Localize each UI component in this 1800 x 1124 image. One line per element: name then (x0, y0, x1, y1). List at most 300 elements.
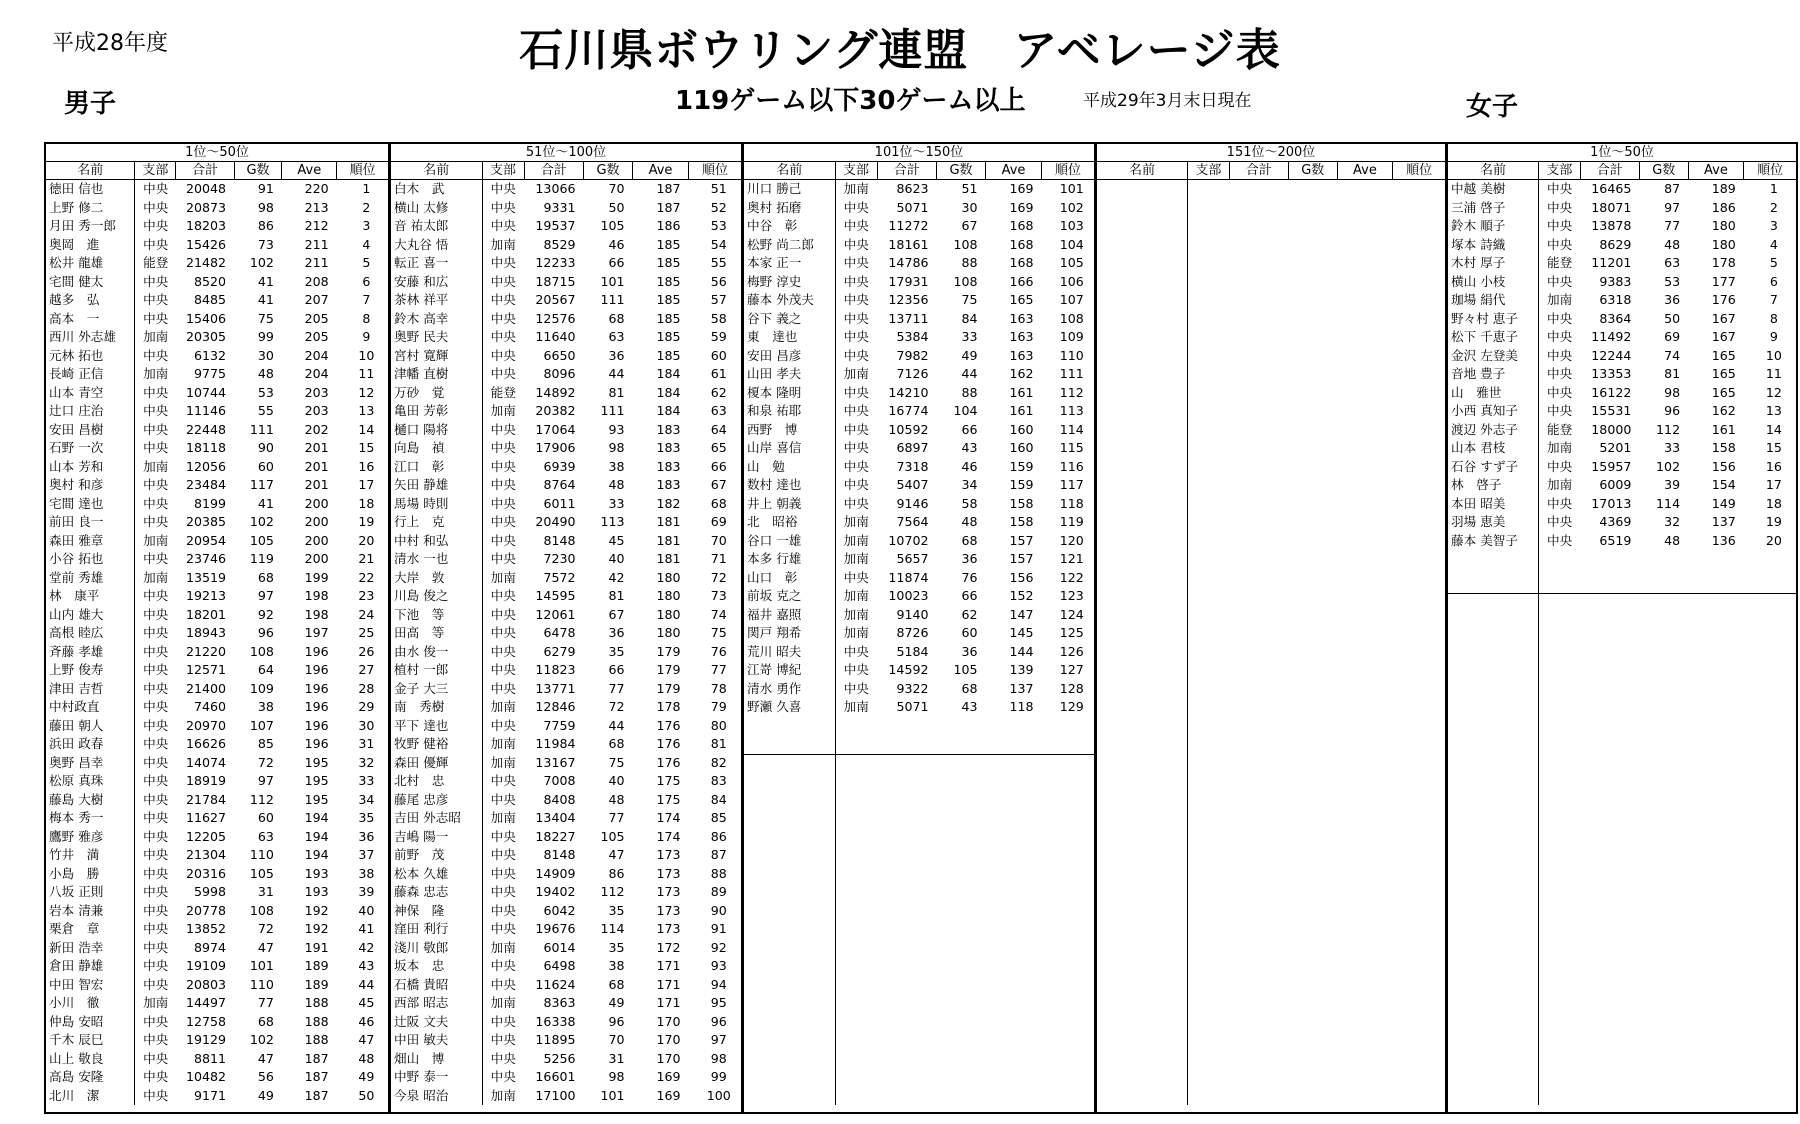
rank-cell (1744, 883, 1796, 902)
branch-cell (1187, 846, 1229, 865)
table-row (1448, 365, 1796, 384)
branch-cell (1538, 809, 1580, 828)
average-cell (1688, 828, 1744, 847)
rank-cell (1393, 495, 1445, 514)
rank-cell (1393, 199, 1445, 218)
branch-cell: 中央 (843, 273, 869, 289)
games-cell: 101 (249, 958, 274, 973)
branch-cell (835, 920, 877, 939)
games-cell: 38 (608, 458, 625, 474)
rank-cell: 73 (710, 588, 727, 603)
rank-cell (1393, 865, 1445, 884)
branch-cell: 中央 (490, 625, 516, 640)
branch-cell: 中央 (490, 292, 516, 307)
branch-cell (1187, 865, 1229, 884)
games-cell: 41 (257, 292, 274, 307)
column-header: 合計 (524, 162, 584, 180)
player-name-cell (1097, 606, 1187, 625)
games-cell (1288, 273, 1337, 292)
table-row (1448, 550, 1796, 569)
games-cell (937, 754, 986, 773)
average-cell (986, 1031, 1042, 1050)
average-cell (1337, 661, 1393, 680)
table-row (391, 661, 741, 680)
average-cell (1337, 199, 1393, 218)
games-cell: 77 (608, 810, 625, 825)
average-cell: 187 (656, 199, 681, 215)
average-cell (1337, 458, 1393, 477)
rank-cell: 87 (710, 847, 727, 862)
branch-cell (1538, 624, 1580, 643)
branch-cell (1187, 828, 1229, 847)
games-cell: 77 (1664, 218, 1681, 233)
branch-cell: 中央 (843, 477, 869, 492)
column-header: 合計 (877, 162, 937, 180)
player-name-cell: 藤森 忠志 (391, 883, 482, 902)
games-cell: 85 (257, 736, 274, 751)
rank-cell: 23 (358, 588, 375, 603)
average-cell (1688, 976, 1744, 995)
rank-cell: 14 (358, 421, 375, 437)
total-pins-cell: 21220 (185, 643, 227, 659)
total-pins-cell (1229, 680, 1288, 699)
table-row (46, 458, 388, 477)
player-name-cell: 森田 雅章 (46, 532, 135, 551)
table-row (744, 661, 1094, 680)
games-cell: 62 (961, 606, 978, 622)
average-cell: 161 (1009, 384, 1034, 400)
rank-cell (1042, 846, 1095, 865)
rank-range-header: 101位～150位 (744, 144, 1094, 162)
rank-cell: 46 (358, 1013, 375, 1029)
total-pins-cell (1580, 643, 1639, 662)
games-cell (1288, 458, 1337, 477)
average-cell (1688, 680, 1744, 699)
average-cell: 139 (1009, 662, 1034, 677)
rank-cell: 115 (1059, 440, 1084, 455)
rank-cell: 72 (710, 569, 727, 585)
table-row (1097, 1013, 1445, 1032)
player-name-cell (1097, 587, 1187, 606)
total-pins-cell: 21482 (185, 255, 227, 270)
average-cell (986, 957, 1042, 976)
player-name-cell (1448, 976, 1538, 995)
player-name-cell: 中村政直 (46, 698, 135, 717)
total-pins-cell (877, 1013, 937, 1032)
player-name-cell: 畑山 博 (391, 1050, 482, 1069)
player-name-cell: 藤田 朝人 (46, 717, 135, 736)
average-cell: 189 (304, 976, 329, 992)
table-row (1097, 365, 1445, 384)
branch-cell: 能登 (143, 255, 169, 270)
rank-cell (1393, 624, 1445, 643)
total-pins-cell: 13404 (535, 810, 576, 825)
average-cell: 149 (1711, 495, 1736, 511)
table-row (1448, 994, 1796, 1013)
branch-cell: 中央 (143, 403, 169, 418)
total-pins-cell: 6478 (543, 625, 576, 640)
rank-cell (1393, 717, 1445, 736)
average-cell (1337, 865, 1393, 884)
player-name-cell: 倉田 静雄 (46, 957, 135, 976)
player-name-cell: 音 祐太郎 (391, 217, 482, 236)
branch-cell: 中央 (490, 1032, 516, 1047)
rank-cell: 70 (710, 532, 727, 548)
total-pins-cell (1229, 291, 1288, 310)
table-row (46, 846, 388, 865)
total-pins-cell (1229, 495, 1288, 514)
player-name-cell (1097, 828, 1187, 847)
branch-cell (1187, 532, 1229, 551)
rank-cell: 52 (710, 199, 727, 215)
player-name-cell: 音地 豊子 (1448, 365, 1538, 384)
rank-cell: 10 (1765, 347, 1782, 363)
average-cell (1337, 994, 1393, 1013)
total-pins-cell (1229, 772, 1288, 791)
branch-cell (1538, 643, 1580, 662)
player-name-cell: 前坂 克之 (744, 587, 835, 606)
player-name-cell: 田高 等 (391, 624, 482, 643)
total-pins-cell: 20803 (185, 976, 227, 992)
table-row (744, 273, 1094, 292)
total-pins-cell: 14592 (888, 662, 929, 677)
average-cell: 169 (1009, 181, 1034, 196)
average-cell (1337, 328, 1393, 347)
player-name-cell (744, 883, 835, 902)
table-row (46, 606, 388, 625)
games-cell: 104 (953, 403, 978, 418)
player-name-cell: 北 昭裕 (744, 513, 835, 532)
table-row (46, 495, 388, 514)
total-pins-cell (1580, 717, 1639, 736)
games-cell (1639, 772, 1688, 791)
rank-cell: 17 (1765, 477, 1782, 492)
average-cell (1337, 513, 1393, 532)
average-cell (1688, 1031, 1744, 1050)
branch-cell (1538, 772, 1580, 791)
average-cell: 161 (1009, 403, 1034, 418)
games-cell (1288, 550, 1337, 569)
player-name-cell (1097, 735, 1187, 754)
average-cell: 181 (656, 551, 681, 566)
branch-cell: 中央 (1547, 329, 1573, 344)
branch-cell: 中央 (843, 236, 869, 252)
average-cell: 166 (1009, 273, 1034, 289)
average-cell: 154 (1711, 477, 1736, 492)
table-row (1448, 347, 1796, 366)
average-cell: 162 (1009, 366, 1034, 381)
games-cell: 77 (608, 680, 625, 696)
average-cell (1688, 1068, 1744, 1087)
branch-cell: 中央 (143, 292, 169, 307)
total-pins-cell: 20778 (185, 902, 227, 918)
table-row (46, 273, 388, 292)
average-cell: 186 (656, 218, 681, 233)
table-row (1097, 587, 1445, 606)
rank-cell: 2 (1769, 199, 1778, 215)
games-cell: 76 (961, 569, 978, 585)
player-name-cell: 徳田 信也 (46, 180, 135, 199)
branch-cell: 中央 (490, 976, 516, 992)
games-cell (1288, 180, 1337, 199)
total-pins-cell (1580, 791, 1639, 810)
player-name-cell: 山本 君枝 (1448, 439, 1538, 458)
average-cell: 211 (304, 236, 329, 252)
total-pins-cell (877, 1087, 937, 1106)
table-row (46, 421, 388, 440)
player-name-cell: 山 勉 (744, 458, 835, 477)
player-name-cell (744, 994, 835, 1013)
table-row (391, 273, 741, 292)
player-name-cell: 中谷 彰 (744, 217, 835, 236)
rank-cell: 11 (358, 366, 375, 381)
table-row (391, 476, 741, 495)
branch-cell: 中央 (143, 273, 169, 289)
total-pins-cell (1229, 180, 1288, 199)
table-row (1097, 402, 1445, 421)
player-name-cell: 山本 芳和 (46, 458, 135, 477)
total-pins-cell: 6519 (1599, 532, 1632, 548)
branch-cell (1187, 476, 1229, 495)
total-pins-cell: 8629 (1599, 236, 1632, 252)
total-pins-cell (1229, 273, 1288, 292)
rank-cell: 71 (710, 551, 727, 566)
total-pins-cell (1229, 199, 1288, 218)
rank-cell (1393, 532, 1445, 551)
games-cell: 88 (961, 384, 978, 400)
branch-cell: 中央 (490, 181, 516, 196)
branch-cell: 中央 (490, 514, 516, 529)
rank-cell: 74 (710, 606, 727, 622)
table-row (744, 1031, 1094, 1050)
player-name-cell (1097, 1050, 1187, 1069)
games-cell: 112 (600, 884, 625, 899)
total-pins-cell (1580, 661, 1639, 680)
branch-cell: 能登 (490, 384, 516, 400)
games-cell: 105 (249, 532, 274, 548)
games-cell: 111 (600, 403, 625, 418)
branch-cell: 中央 (843, 329, 869, 344)
table-row (744, 587, 1094, 606)
games-cell: 41 (257, 495, 274, 511)
branch-cell: 加南 (1547, 477, 1573, 492)
average-cell: 158 (1009, 495, 1034, 511)
table-row (744, 458, 1094, 477)
average-cell: 211 (304, 255, 329, 270)
total-pins-cell: 6279 (543, 643, 576, 659)
average-cell: 174 (656, 828, 681, 844)
total-pins-cell: 20305 (185, 329, 227, 344)
games-cell: 68 (961, 532, 978, 548)
average-cell: 173 (656, 865, 681, 881)
branch-cell (1187, 402, 1229, 421)
average-cell: 180 (656, 606, 681, 622)
branch-cell: 中央 (843, 440, 869, 455)
total-pins-cell: 5256 (543, 1050, 576, 1066)
average-cell: 203 (304, 384, 329, 400)
total-pins-cell: 17100 (535, 1087, 576, 1103)
rank-cell (1393, 1013, 1445, 1032)
rank-cell: 94 (710, 976, 727, 992)
games-cell: 113 (600, 514, 625, 529)
branch-cell (1187, 513, 1229, 532)
games-cell (937, 920, 986, 939)
total-pins-cell: 11146 (185, 403, 227, 418)
table-row (391, 735, 741, 754)
average-cell (1337, 698, 1393, 717)
rank-cell: 99 (710, 1069, 727, 1084)
games-cell: 48 (608, 791, 625, 807)
total-pins-cell (1229, 458, 1288, 477)
games-cell: 87 (1664, 181, 1681, 196)
rank-cell: 90 (710, 902, 727, 918)
rank-cell: 27 (358, 662, 375, 677)
total-pins-cell: 8485 (194, 292, 227, 307)
total-pins-cell: 14892 (535, 384, 576, 400)
player-name-cell: 金子 大三 (391, 680, 482, 699)
table-row (46, 976, 388, 995)
total-pins-cell: 18118 (185, 440, 227, 455)
total-pins-cell: 12576 (535, 310, 576, 326)
average-cell: 220 (304, 181, 329, 196)
games-cell (1288, 1068, 1337, 1087)
total-pins-cell: 18943 (185, 625, 227, 640)
total-pins-cell (1229, 1031, 1288, 1050)
table-row (1097, 606, 1445, 625)
average-cell: 204 (304, 347, 329, 363)
branch-cell: 中央 (1547, 236, 1573, 252)
branch-cell (1538, 1013, 1580, 1032)
games-cell (937, 1068, 986, 1087)
average-cell: 196 (304, 736, 329, 751)
rank-cell: 91 (710, 921, 727, 936)
average-cell: 184 (656, 403, 681, 418)
rank-cell (1393, 976, 1445, 995)
player-name-cell: 梅本 秀一 (46, 809, 135, 828)
games-cell: 72 (257, 921, 274, 936)
player-name-cell (744, 754, 835, 773)
rank-cell (1744, 994, 1796, 1013)
rank-cell (1393, 846, 1445, 865)
rank-cell: 113 (1059, 403, 1084, 418)
table-row (744, 772, 1094, 791)
rank-cell (1744, 865, 1796, 884)
table-row (46, 828, 388, 847)
total-pins-cell: 10702 (888, 532, 929, 548)
total-pins-cell (1229, 402, 1288, 421)
player-name-cell (744, 865, 835, 884)
games-cell: 112 (249, 791, 274, 807)
games-cell: 48 (1664, 236, 1681, 252)
total-pins-cell: 23484 (185, 477, 227, 492)
table-row (744, 569, 1094, 588)
table-row (1448, 624, 1796, 643)
branch-cell (1538, 976, 1580, 995)
rank-cell (1744, 661, 1796, 680)
average-cell: 185 (656, 273, 681, 289)
total-pins-cell: 11624 (535, 976, 576, 992)
total-pins-cell: 6498 (543, 958, 576, 973)
rank-cell (1393, 680, 1445, 699)
rank-cell (1744, 569, 1796, 588)
rank-cell (1393, 217, 1445, 236)
total-pins-cell: 21784 (185, 791, 227, 807)
average-cell: 157 (1009, 532, 1034, 548)
table-row (46, 717, 388, 736)
branch-cell: 中央 (490, 902, 516, 918)
average-cell (1337, 291, 1393, 310)
average-cell: 176 (656, 717, 681, 733)
table-row (744, 735, 1094, 754)
player-name-cell: 茶林 祥平 (391, 291, 482, 310)
games-cell (1288, 254, 1337, 273)
column-header: 合計 (1229, 162, 1288, 180)
player-name-cell: 関戸 翔希 (744, 624, 835, 643)
branch-cell: 加南 (843, 366, 869, 381)
table-row (1097, 957, 1445, 976)
games-cell (937, 865, 986, 884)
player-name-cell: 石野 一次 (46, 439, 135, 458)
rank-cell: 66 (710, 458, 727, 474)
games-cell: 48 (961, 514, 978, 529)
total-pins-cell: 13771 (535, 680, 576, 696)
column-header: 順位 (337, 162, 388, 180)
branch-cell (835, 865, 877, 884)
games-cell: 68 (961, 680, 978, 696)
average-cell: 187 (656, 181, 681, 196)
branch-cell: 中央 (143, 847, 169, 862)
player-name-cell: 奥岡 進 (46, 236, 135, 255)
branch-cell (835, 754, 877, 773)
rank-cell (1744, 1087, 1796, 1106)
average-cell: 161 (1711, 421, 1736, 437)
total-pins-cell (1229, 1013, 1288, 1032)
player-name-cell (1448, 661, 1538, 680)
branch-cell: 中央 (143, 884, 169, 899)
rank-cell: 15 (358, 440, 375, 455)
branch-cell: 中央 (843, 347, 869, 363)
branch-cell: 中央 (1547, 310, 1573, 326)
games-cell: 74 (1664, 347, 1681, 363)
games-cell: 107 (249, 717, 274, 733)
male-ranking-101-150 (742, 142, 1096, 1114)
table-row (391, 569, 741, 588)
branch-cell: 中央 (1547, 347, 1573, 363)
games-cell: 105 (600, 828, 625, 844)
branch-cell: 中央 (490, 1050, 516, 1066)
player-name-cell (1097, 846, 1187, 865)
branch-cell: 加南 (843, 181, 869, 196)
games-cell: 112 (1656, 421, 1681, 437)
player-name-cell (1097, 180, 1187, 199)
games-cell: 93 (608, 421, 625, 437)
games-cell (1639, 1050, 1688, 1069)
average-cell: 191 (304, 939, 329, 955)
average-cell: 202 (304, 421, 329, 437)
player-name-cell (1097, 273, 1187, 292)
average-cell (1337, 643, 1393, 662)
rank-cell: 3 (1769, 218, 1778, 233)
average-cell (1688, 791, 1744, 810)
average-cell: 201 (304, 458, 329, 474)
average-cell: 176 (656, 736, 681, 751)
games-cell (1288, 347, 1337, 366)
rank-cell: 62 (710, 384, 727, 400)
average-cell (1337, 624, 1393, 643)
table-row (391, 1031, 741, 1050)
player-name-cell: 山 雅世 (1448, 384, 1538, 403)
games-cell: 35 (608, 643, 625, 659)
